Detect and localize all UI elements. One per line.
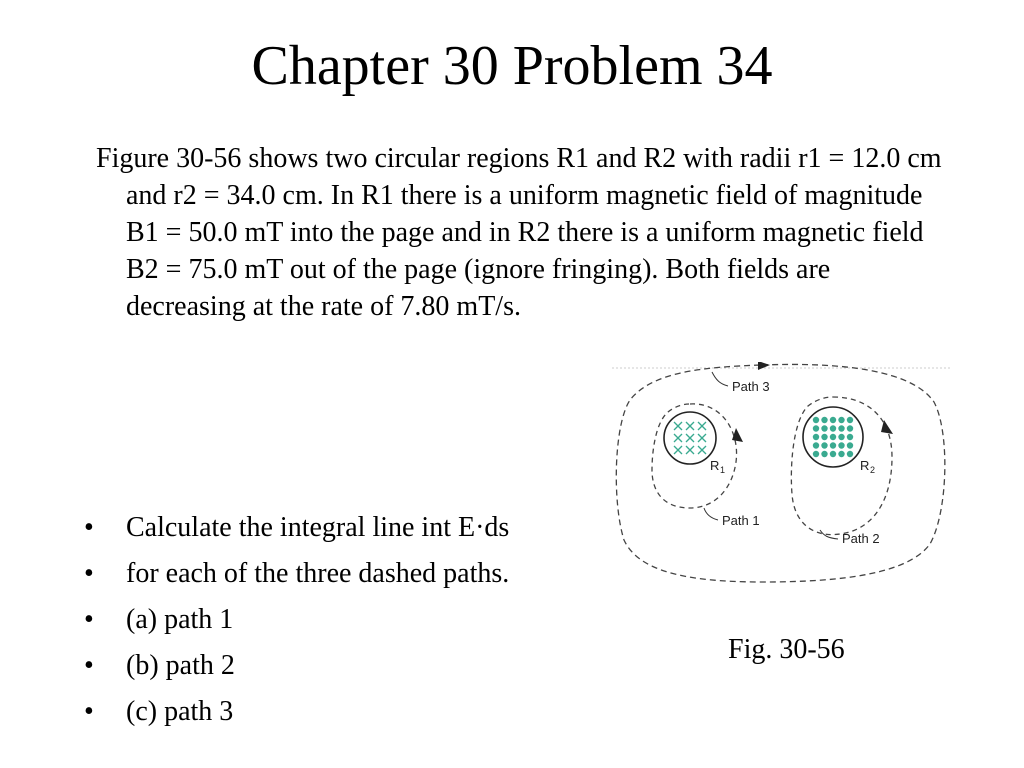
field-dot bbox=[821, 451, 827, 457]
field-dot bbox=[847, 425, 853, 431]
field-dot bbox=[821, 442, 827, 448]
list-item-text: for each of the three dashed paths. bbox=[126, 558, 510, 589]
path-3-leader bbox=[712, 372, 728, 386]
slide-title: Chapter 30 Problem 34 bbox=[251, 35, 773, 97]
problem-statement: Figure 30-56 shows two circular regions R1 and R2 with radii r1 = 12.0 cm and r2 = 34.0 cm. In R1 there is a uniform magnetic field of magnitude B1 = 50.0 mT into the page and in R2 there is a uniform magnetic field B2 = 75.0 mT out of the page (ignore fringing). Both fields are decreasing at the rate of 7.80 mT/s. bbox=[96, 143, 942, 322]
field-dot bbox=[847, 417, 853, 423]
path-3-label: Path 3 bbox=[732, 379, 770, 394]
field-dot bbox=[813, 434, 819, 440]
figure-caption: Fig. 30-56 bbox=[728, 634, 845, 665]
field-dot bbox=[821, 425, 827, 431]
field-dot bbox=[838, 442, 844, 448]
field-dot bbox=[830, 425, 836, 431]
field-dot bbox=[838, 451, 844, 457]
r2-subscript: 2 bbox=[870, 465, 876, 475]
list-item-text: Calculate the integral line int E·ds bbox=[126, 512, 510, 543]
r1-subscript: 1 bbox=[720, 465, 726, 475]
field-dot bbox=[838, 434, 844, 440]
path-3-arrow-icon bbox=[758, 362, 770, 370]
list-item bbox=[84, 689, 509, 735]
path-3-loop bbox=[616, 364, 945, 582]
bullet-icon: • bbox=[84, 558, 94, 589]
list-item bbox=[84, 597, 509, 643]
bullet-icon: • bbox=[84, 650, 94, 681]
field-dot bbox=[830, 434, 836, 440]
list-item bbox=[84, 505, 509, 551]
field-dot bbox=[821, 417, 827, 423]
question-list bbox=[84, 505, 509, 735]
r2-label: R bbox=[860, 458, 870, 473]
bullet-icon: • bbox=[84, 512, 94, 543]
field-dot bbox=[813, 417, 819, 423]
field-dot bbox=[813, 442, 819, 448]
field-dot bbox=[830, 417, 836, 423]
bullet-icon: • bbox=[84, 604, 94, 635]
field-dot bbox=[838, 425, 844, 431]
list-item-text: (c) path 3 bbox=[126, 696, 234, 727]
list-item bbox=[84, 643, 509, 689]
r1-label: R bbox=[710, 458, 720, 473]
field-dot bbox=[813, 451, 819, 457]
magnetic-regions-figure bbox=[612, 362, 952, 592]
path-2-label: Path 2 bbox=[842, 531, 880, 546]
path-1-leader bbox=[704, 508, 718, 520]
field-dot bbox=[830, 451, 836, 457]
list-item bbox=[84, 551, 509, 597]
list-item-text: (b) path 2 bbox=[126, 650, 235, 681]
field-dot bbox=[838, 417, 844, 423]
field-dot bbox=[821, 434, 827, 440]
list-item-text: (a) path 1 bbox=[126, 604, 234, 635]
bullet-icon: • bbox=[84, 696, 94, 727]
field-into-page-icon bbox=[674, 422, 706, 454]
field-dot bbox=[847, 434, 853, 440]
path-1-label: Path 1 bbox=[722, 513, 760, 528]
field-dot bbox=[830, 442, 836, 448]
field-dot bbox=[847, 451, 853, 457]
field-dot bbox=[813, 425, 819, 431]
field-dot bbox=[847, 442, 853, 448]
